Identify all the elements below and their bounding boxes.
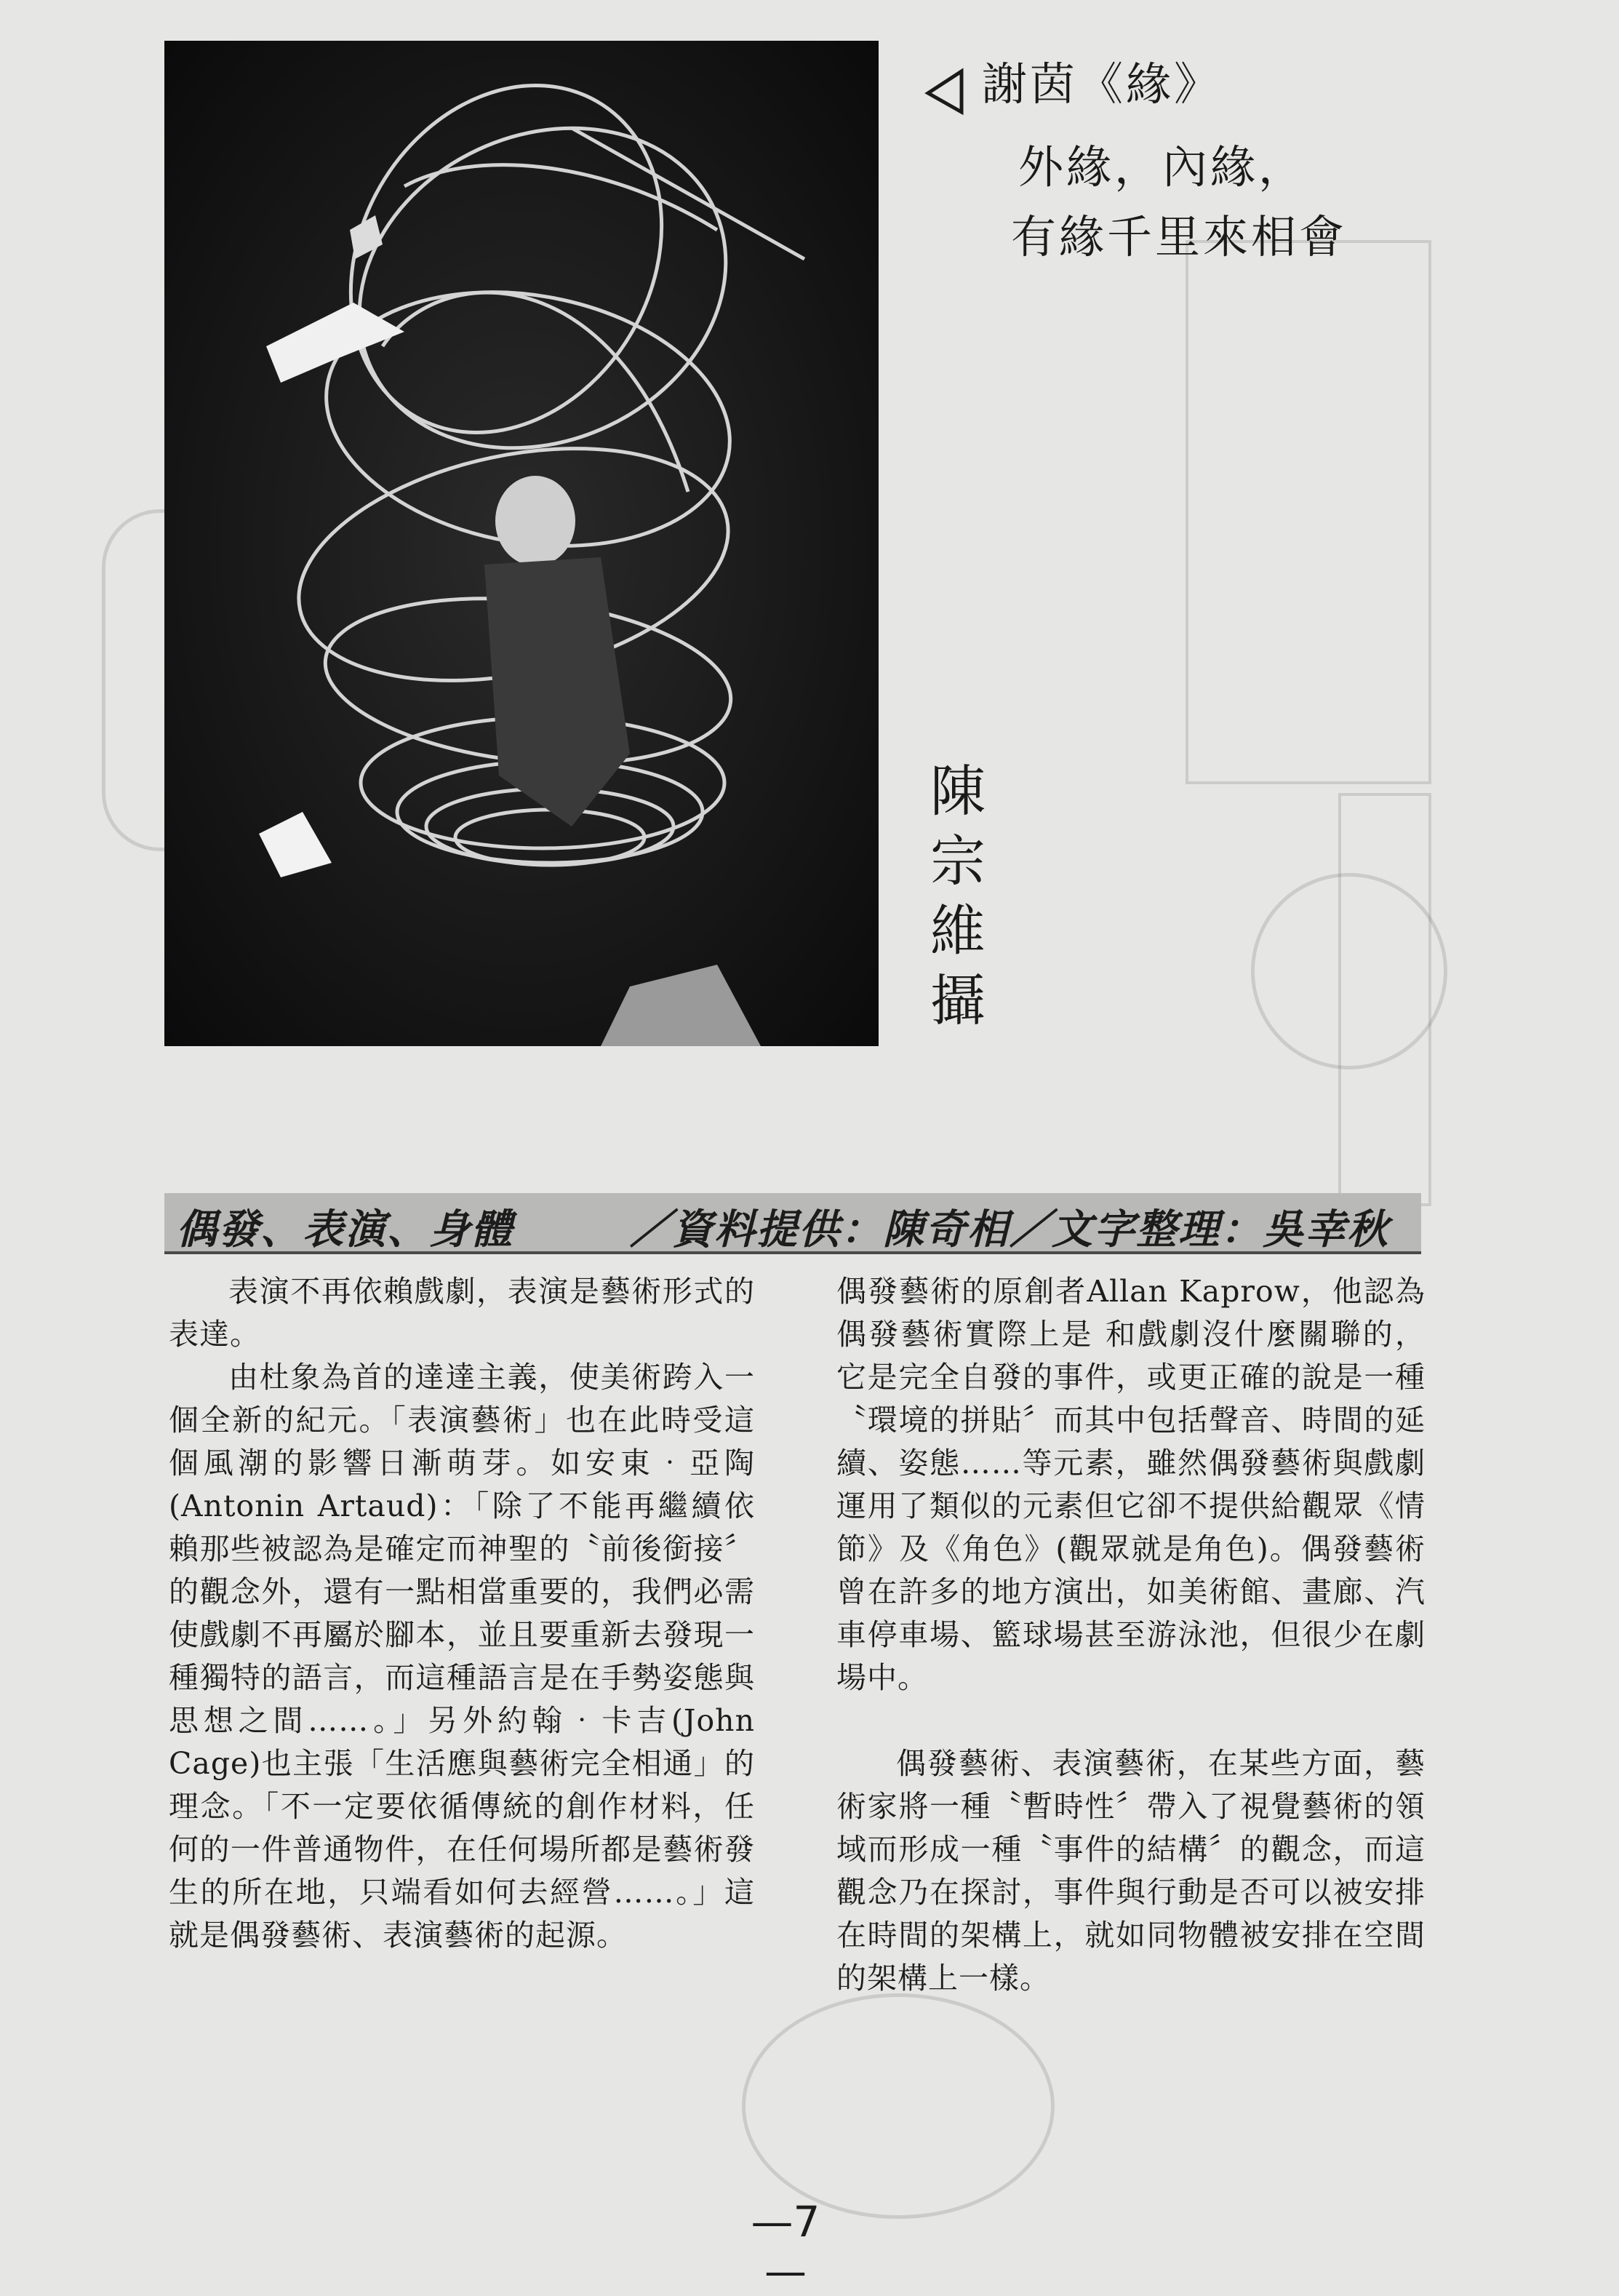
paragraph: 表演不再依賴戲劇，表演是藝術形式的表達。 [169,1274,755,1352]
background-showthrough-box [1186,240,1431,784]
article-header-bar [164,1193,1421,1254]
background-showthrough-box [1338,793,1431,1206]
photo-light-trails [164,41,879,1046]
left-arrow-icon [922,67,966,118]
background-showthrough-circle [742,1993,1055,2219]
paragraph: 偶發藝術、表演藝術，在某些方面，藝術家將一種〝暫時性〞帶入了視覺藝術的領域而形成一種〝事件的結構〞的觀念，而這觀念乃在探討，事件與行動是否可以被安排在時間的架構上，就如同物體被安排在空間的架構上一樣。 [836,1746,1426,1996]
paragraph: 偶發藝術的原創者Allan Kaprow，他認為偶發藝術實際上是 和戲劇沒什麼關聯的，它是完全自發的事件，或更正確的說是一種〝環境的拼貼〞而其中包括聲音、時間的延續、姿態……等元素，雖然偶發藝術與戲劇運用了類似的元素但它卻不提供給觀眾《情節》及《角色》(觀眾就是角色)。偶發藝術曾在許多的地方演出，如美術館、畫廊、汽車停車場、籃球場甚至游泳池，但很少在劇場中。 [836,1274,1426,1695]
page-number: —7— [751,2197,820,2296]
background-showthrough-circle [1251,873,1447,1069]
performance-photograph [164,41,879,1046]
paragraph: 由杜象為首的達達主義，使美術跨入一個全新的紀元。「表演藝術」也在此時受這個風潮的影響日漸萌芽。如安東‧亞陶(Antonin Artaud)：「除了不能再繼續依賴那些被認為是確定而神聖的〝前後銜接〞的觀念外，還有一點相當重要的，我們必需使戲劇不再屬於腳本，並且要重新去發現一種獨特的語言，而這種語言是在手勢姿態與思想之間……。」另外約翰‧卡吉(John Cage)也主張「生活應與藝術完全相通」的理念。「不一定要依循傳統的創作材料，任何的一件普通物件，在任何場所都是藝術發生的所在地，只端看如何去經營……。」這就是偶發藝術、表演藝術的起源。 [169,1360,755,1953]
caption-line-1: 謝茵《緣》 [982,57,1223,111]
photo-credit: 陳宗維攝 [930,759,986,1033]
caption-line-3: 有緣千里來相會 [1011,210,1348,263]
article-title: 偶發、表演、身體 [176,1205,513,1253]
article-byline: ／資料提供：陳奇相／文字整理：吳幸秋 [630,1205,1389,1253]
caption-line-2: 外緣，內緣， [1018,140,1307,194]
text-column-right [836,1270,1426,2000]
text-column-left [169,1270,755,1957]
